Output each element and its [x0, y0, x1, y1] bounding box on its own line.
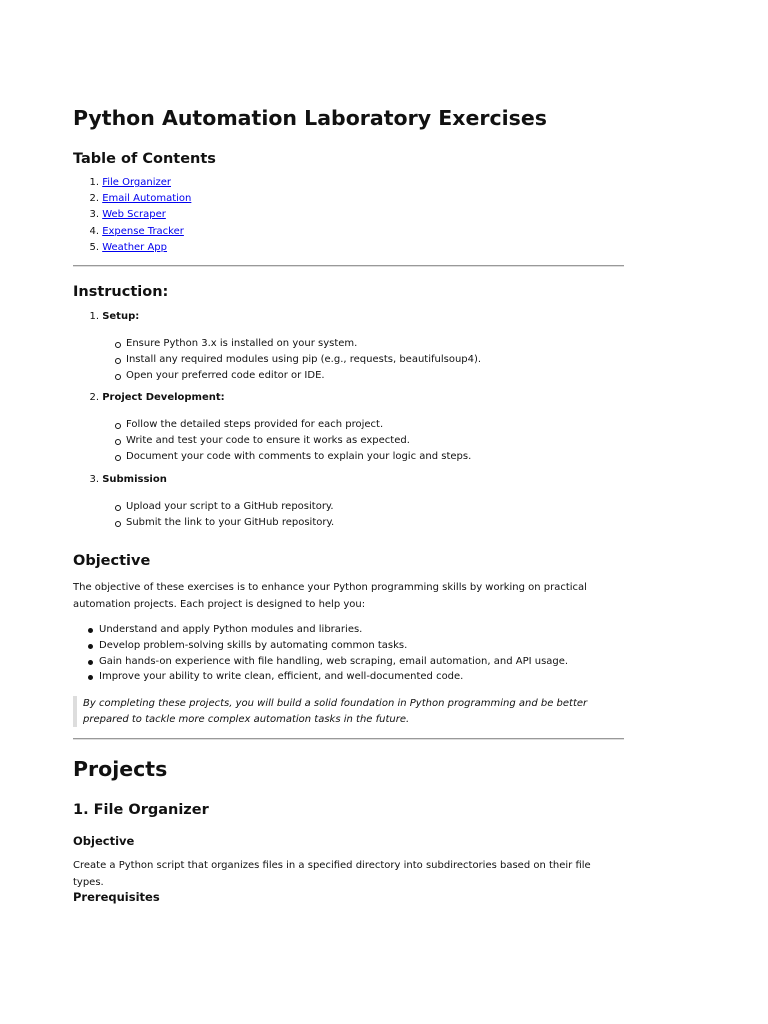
toc-link-email-automation[interactable]: Email Automation [102, 193, 192, 205]
objective-heading: Objective [73, 553, 151, 569]
list-item: Understand and apply Python modules and libraries. [73, 622, 568, 638]
list-item: Ensure Python 3.x is installed on your system. [73, 336, 481, 352]
step-number: 2. [89, 392, 99, 403]
project-objective-heading: Objective [73, 834, 135, 848]
setup-list [73, 336, 481, 385]
list-item: Improve your ability to write clean, efficient, and well-documented code. [73, 669, 568, 685]
toc-item-number: 5. [89, 241, 99, 253]
toc-link-file-organizer[interactable]: File Organizer [102, 177, 172, 188]
instruction-step-submission [73, 474, 167, 485]
list-item: Install any required modules using pip (e.g., requests, beautifulsoup4). [73, 352, 481, 368]
list-item: Gain hands-on experience with file handling, web scraping, email automation, and API usage. [73, 654, 568, 670]
submission-list [73, 499, 334, 531]
instruction-heading: Instruction: [73, 284, 169, 300]
list-item: Submit the link to your GitHub repository. [73, 515, 334, 531]
project-title: 1. File Organizer [73, 802, 209, 818]
toc-item [73, 191, 191, 207]
development-list [73, 417, 471, 466]
horizontal-rule [73, 265, 624, 267]
list-item: Open your preferred code editor or IDE. [73, 368, 481, 384]
step-label: Project Development: [102, 392, 225, 403]
toc-link-weather-app[interactable]: Weather App [102, 241, 168, 253]
toc-heading: Table of Contents [73, 151, 216, 167]
projects-heading: Projects [73, 757, 168, 781]
instruction-step-development [73, 392, 225, 403]
toc-item-number: 1. [89, 177, 99, 188]
toc-list [73, 175, 191, 256]
toc-item-number: 3. [89, 209, 99, 221]
toc-item [73, 224, 191, 240]
list-item: Document your code with comments to explain your logic and steps. [73, 449, 471, 465]
toc-item [73, 175, 191, 191]
step-label: Submission [102, 474, 167, 485]
toc-item [73, 240, 191, 256]
instruction-step-setup [73, 311, 139, 322]
step-number: 3. [89, 474, 99, 485]
step-number: 1. [89, 311, 99, 322]
prerequisites-heading: Prerequisites [73, 890, 160, 904]
project-objective-text: Create a Python script that organizes files in a specified directory into subdirectories based on their file types. [73, 860, 591, 888]
toc-link-expense-tracker[interactable]: Expense Tracker [102, 225, 184, 237]
list-item: Follow the detailed steps provided for each project. [73, 417, 471, 433]
objective-quote: By completing these projects, you will build a solid foundation in Python programming and be better prepared to tackle more complex automation tasks in the future. [73, 696, 624, 727]
objective-paragraph: The objective of these exercises is to enhance your Python programming skills by working on practical automation projects. Each project is designed to help you: [73, 582, 587, 610]
list-item: Develop problem-solving skills by automating common tasks. [73, 638, 568, 654]
step-label: Setup: [102, 311, 140, 322]
toc-link-web-scraper[interactable]: Web Scraper [102, 209, 166, 221]
toc-item-number: 2. [89, 193, 99, 205]
toc-item-number: 4. [89, 225, 99, 237]
horizontal-rule [73, 738, 624, 740]
toc-item [73, 207, 191, 223]
objective-list [73, 622, 568, 685]
list-item: Write and test your code to ensure it works as expected. [73, 433, 471, 449]
list-item: Upload your script to a GitHub repository. [73, 499, 334, 515]
document-title: Python Automation Laboratory Exercises [73, 106, 547, 130]
